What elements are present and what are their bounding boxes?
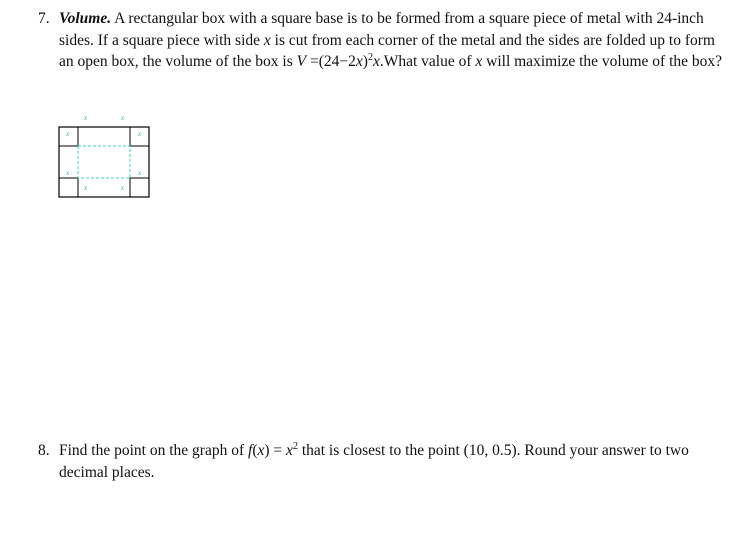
problem-title: Volume.	[59, 10, 112, 27]
text-segment: Find the point on the graph of	[59, 442, 248, 459]
corner-cut-bottom-right	[130, 178, 149, 197]
text-segment: that is closest to the point (10, 0.5). Round your answer to two decimal places.	[59, 442, 689, 481]
text-segment: A rectangular box with a square base is to be formed from a square piece of metal with 24-inch sides. If a square piece with side	[59, 10, 704, 49]
problem-text	[59, 8, 728, 73]
volume-formula: $V =(24-2x)^2x$	[296, 51, 380, 70]
label-x-left-upper: x	[66, 130, 70, 138]
problem-text	[59, 440, 728, 483]
label-x-right-upper: x	[138, 130, 142, 138]
label-x-right-lower: x	[138, 169, 142, 177]
problem-8	[38, 440, 728, 483]
function-expression: $f(x) = x^2$	[248, 440, 298, 459]
fold-line	[78, 146, 130, 178]
sheet-outline	[59, 127, 149, 197]
label-x-left-lower: x	[66, 169, 70, 177]
text-segment: will maximize the volume of the box?	[482, 53, 723, 70]
label-x-bottom-right: x	[121, 184, 125, 192]
metal-sheet-diagram	[58, 106, 152, 200]
label-x-bottom-left: x	[84, 184, 88, 192]
text-segment: is cut from each corner of the metal and the sides are folded up to form an open box, the volume of the box is	[59, 31, 715, 70]
label-x-top-right: x	[121, 114, 125, 122]
variable-x: x	[263, 31, 271, 49]
variable-x: x	[475, 53, 483, 70]
problem-7	[38, 8, 728, 73]
text-segment: .What value of	[379, 53, 476, 70]
box-net-figure	[58, 106, 152, 205]
label-x-top-left: x	[84, 114, 88, 122]
problem-number: 7.	[38, 10, 50, 27]
corner-cut-bottom-left	[59, 178, 78, 197]
problem-number: 8.	[38, 442, 50, 459]
